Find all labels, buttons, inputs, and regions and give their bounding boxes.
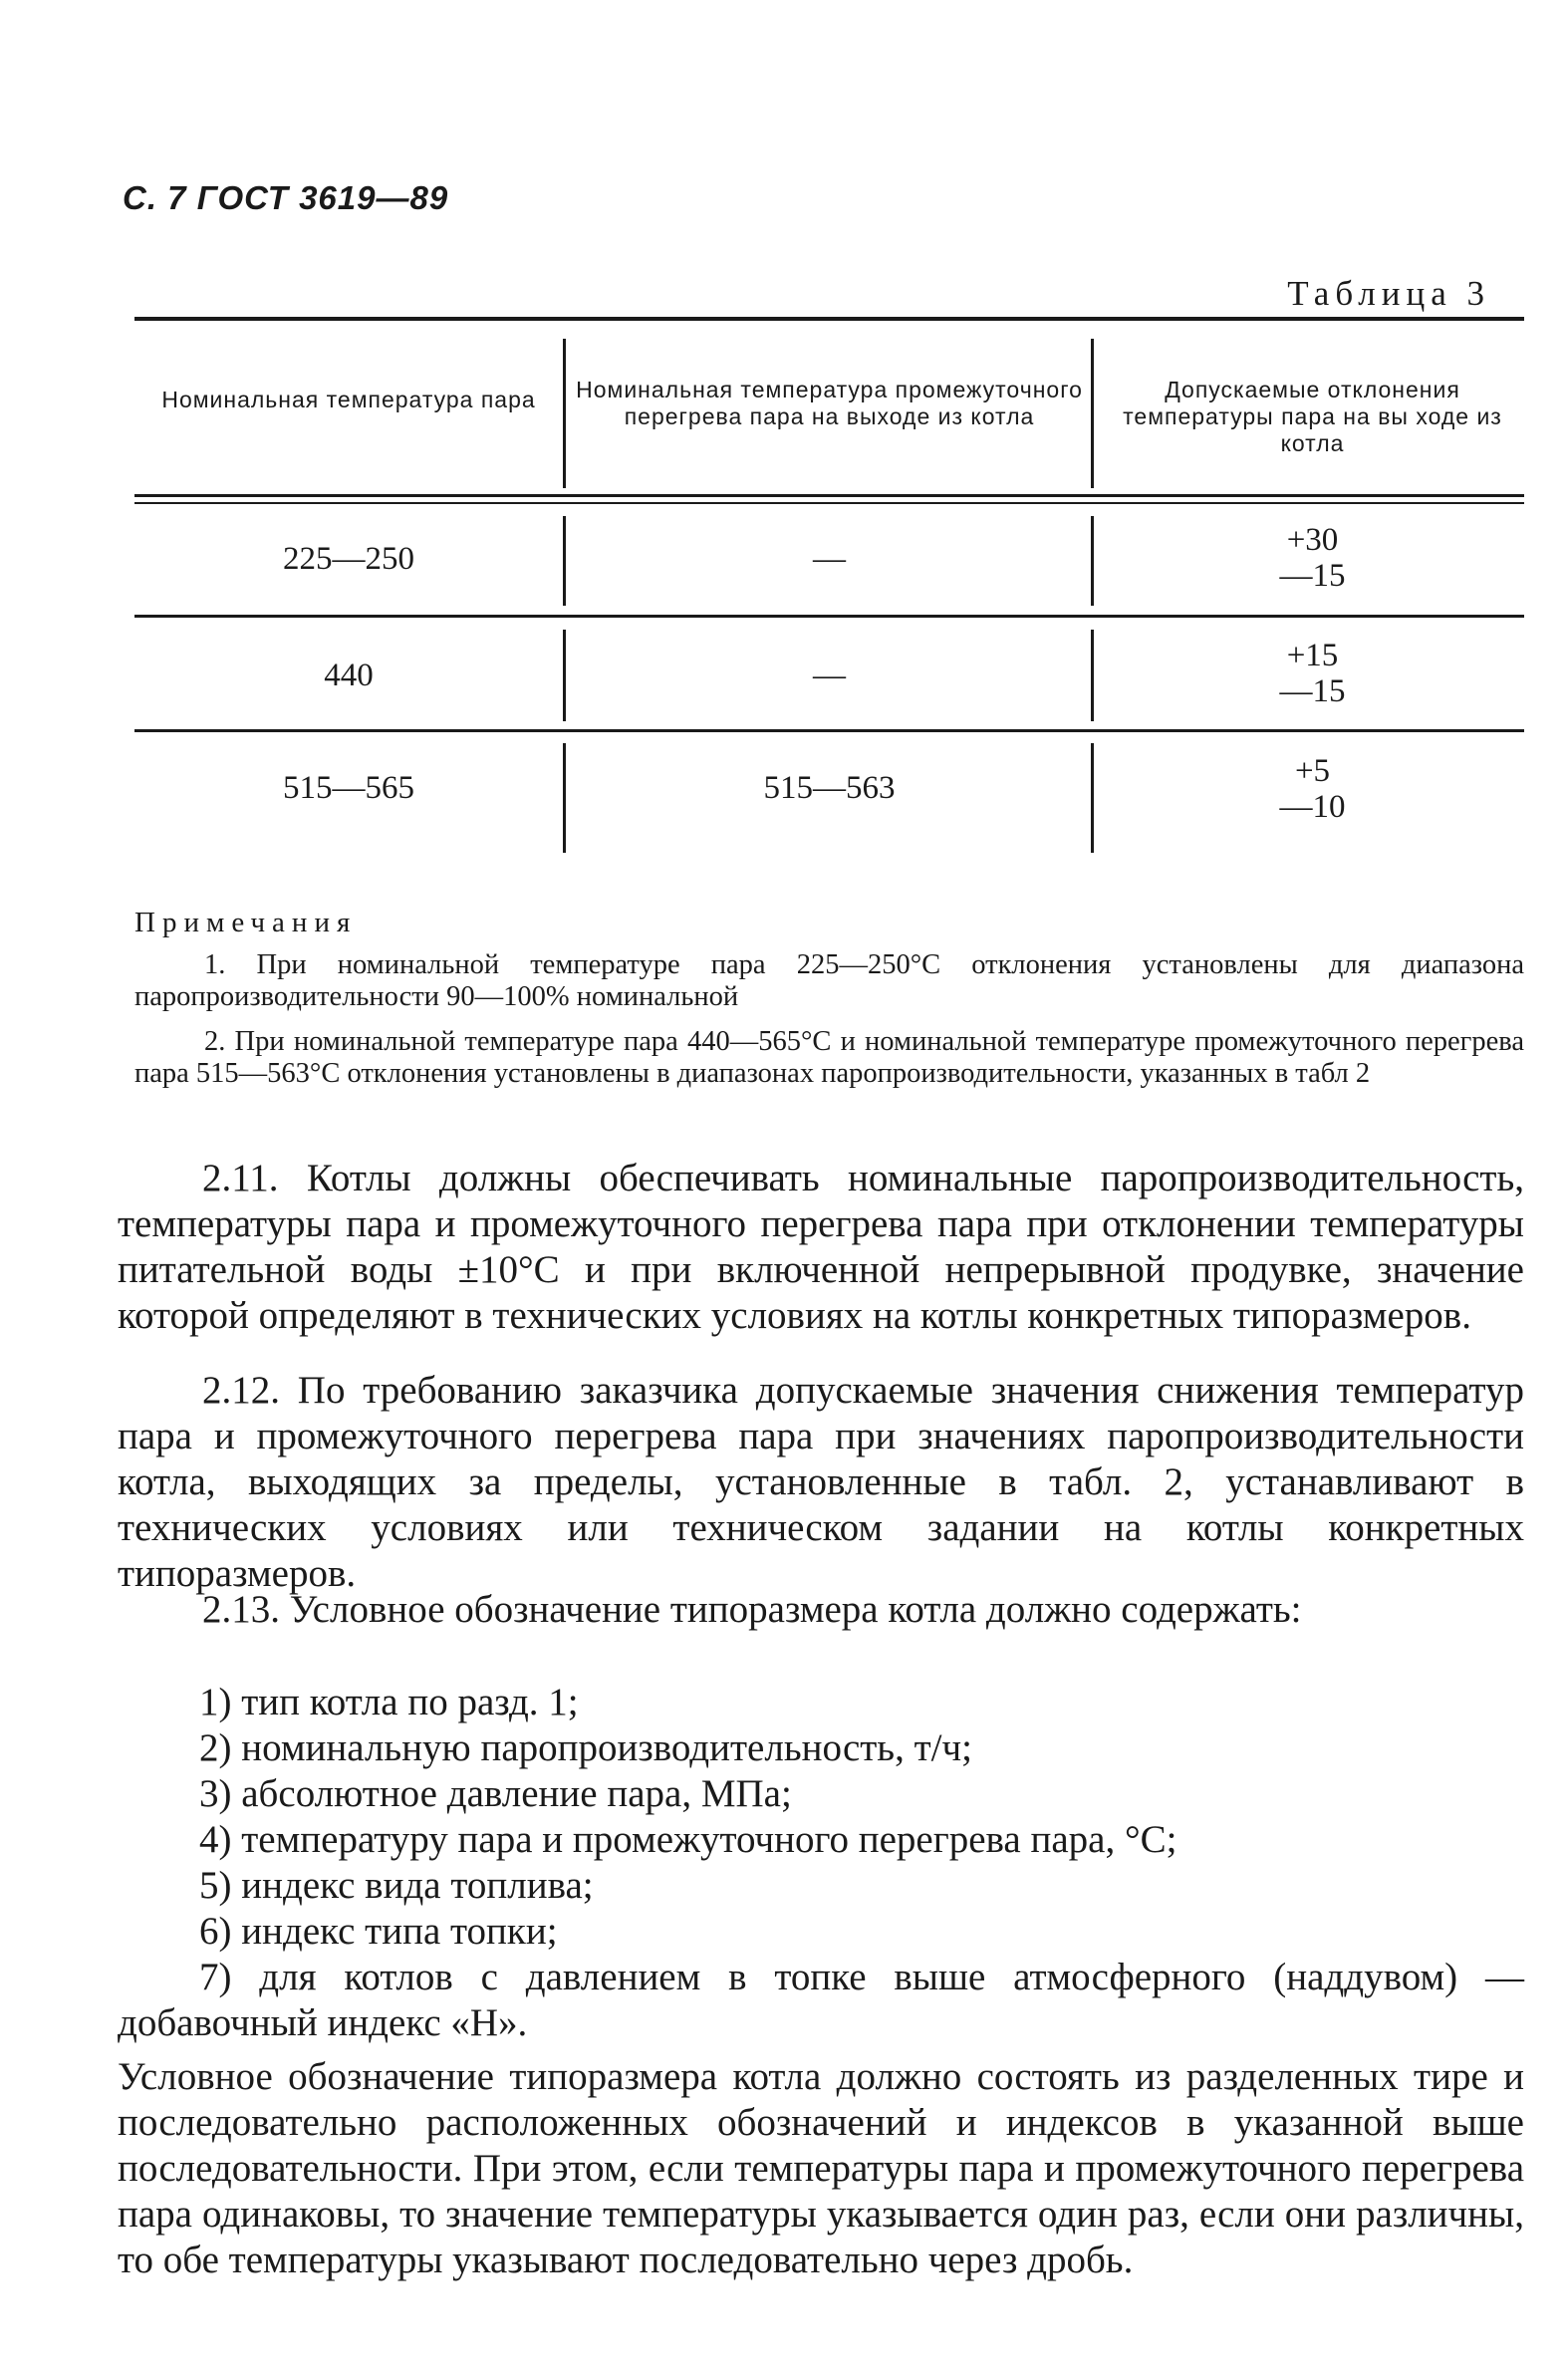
column-divider — [1091, 630, 1094, 721]
table-cell-reheat: — — [813, 658, 846, 693]
column-divider — [1091, 743, 1094, 853]
table-cell-temp: 440 — [324, 658, 374, 693]
column-divider — [563, 516, 566, 606]
column-divider — [563, 630, 566, 721]
table-cell-reheat: — — [813, 541, 846, 577]
table-cell-dev-minus: —15 — [1279, 673, 1346, 709]
header-rule — [134, 494, 1524, 497]
list-item: 7) для котлов с давлением в топке выше атмосферного (наддувом) — добавочный индекс «Н». — [118, 1956, 1524, 2044]
column-divider — [563, 743, 566, 853]
note-item: 1. При номинальной температуре пара 225—250°С отклонения установлены для диапазона паропроизводительности 90—100% номинальной — [134, 949, 1524, 1012]
list-item: 1) тип котла по разд. 1; — [199, 1681, 579, 1723]
column-divider — [1091, 516, 1094, 606]
table-cell-reheat: 515—563 — [763, 770, 896, 806]
column-divider — [563, 339, 566, 488]
final-paragraph: Условное обозначение типоразмера котла должно состоять из разделенных тире и последовательно расположенных обозначений и индексов в указанной выше последовательности. При этом, если температуры пара и промежуточного перегрева пара одинаковы, то значение температуры указывается один раз, если они различны, то обе температуры указывают последовательно через дробь. — [118, 2055, 1524, 2281]
column-header-deviation: Допускаемые отклонения температуры пара на вы ходе из котла — [1123, 377, 1502, 456]
table-title: Таблица 3 — [1287, 274, 1490, 313]
table-cell-dev-plus: +5 — [1294, 753, 1331, 789]
table-top-rule — [134, 317, 1524, 321]
note-item: 2. При номинальной температуре пара 440—565°С и номинальной температуре промежуточного перегрева пара 515—563°С отклонения установлены в диапазонах паропроизводительности, указанных в табл 2 — [134, 1026, 1524, 1089]
running-head: С. 7 ГОСТ 3619—89 — [123, 179, 449, 216]
column-header-reheat-temp: Номинальная температура промежуточного перегрева пара на выходе из котла — [576, 377, 1083, 429]
table-cell-dev-plus: +30 — [1286, 522, 1339, 558]
table-cell-dev-minus: —15 — [1279, 558, 1346, 594]
table-cell-dev-plus: +15 — [1286, 638, 1339, 673]
clause-2-11: 2.11. Котлы должны обеспечивать номинальные паропроизводительность, температуры пара и промежуточного перегрева пара при отклонении температуры питательной воды ±10°С и при включенной непрерывной продувке, значение которой определяют в технических условиях на котлы конкретных типоразмеров. — [118, 1157, 1524, 1337]
list-item: 2) номинальную паропроизводительность, т/ч; — [199, 1726, 972, 1769]
list-item: 3) абсолютное давление пара, МПа; — [199, 1772, 792, 1815]
table-cell-temp: 515—565 — [283, 770, 414, 806]
clause-2-13: 2.13. Условное обозначение типоразмера котла должно содержать: — [202, 1588, 1302, 1631]
row-separator — [134, 615, 1524, 618]
deviation-table — [134, 317, 1524, 855]
row-separator — [134, 729, 1524, 732]
list-item: 5) индекс вида топлива; — [199, 1864, 594, 1907]
header-rule-double — [134, 502, 1524, 504]
column-divider — [1091, 339, 1094, 488]
column-header-steam-temp: Номинальная температура пара — [161, 387, 536, 412]
list-item: 4) температуру пара и промежуточного перегрева пара, °С; — [199, 1818, 1177, 1861]
clause-2-12: 2.12. По требованию заказчика допускаемые значения снижения температур пара и промежуточного перегрева пара при значениях паропроизводительности котла, выходящих за пределы, установленные в табл. 2, устанавливают в технических условиях или техническом задании на котлы конкретных типоразмеров. — [118, 1369, 1524, 1595]
table-cell-temp: 225—250 — [283, 541, 414, 577]
notes-title: Примечания — [134, 907, 358, 938]
table-cell-dev-minus: —10 — [1279, 789, 1346, 825]
list-item: 6) индекс типа топки; — [199, 1910, 558, 1953]
